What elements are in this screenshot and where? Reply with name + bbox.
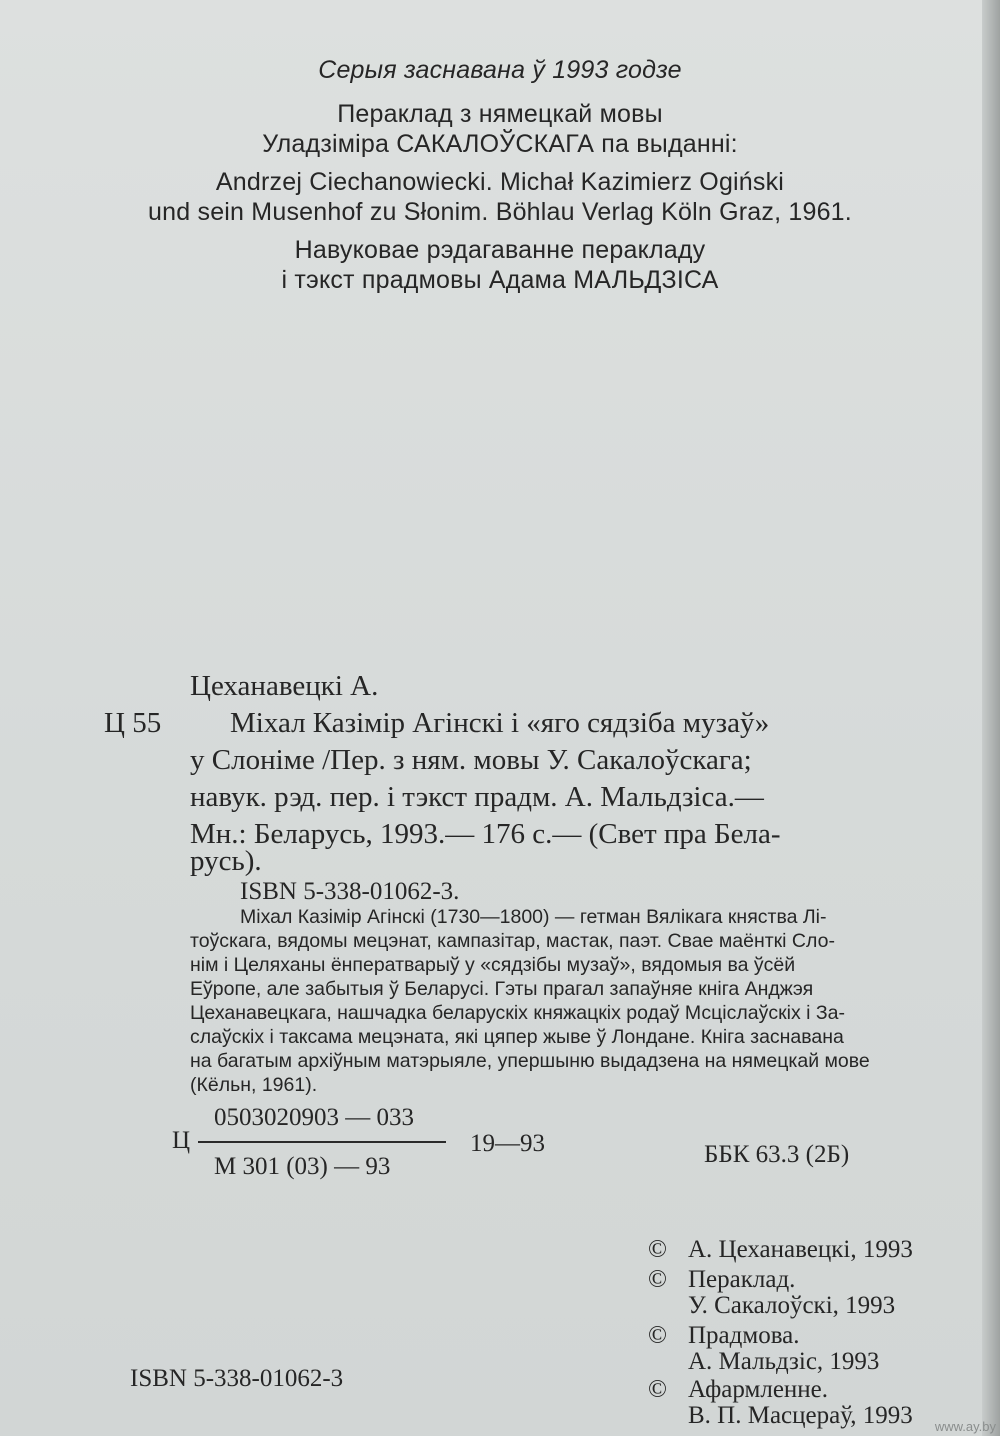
abstract-line-2: тоўскага, вядомы мецэнат, кампазітар, мастак, паэт. Свае маёнткі Сло- <box>190 930 835 952</box>
copyright-2-line-2: У. Сакалоўскі, 1993 <box>688 1292 896 1319</box>
editing-line-1: Навуковае рэдагаванне перакладу <box>294 236 706 264</box>
copyright-3-line-2: А. Мальдзіс, 1993 <box>688 1348 880 1375</box>
title-line-4: Мн.: Беларусь, 1993.— 176 с.— (Свет пра Бела- <box>190 818 781 850</box>
copyright-2-line-1: Пераклад. <box>688 1266 796 1293</box>
watermark: www.ay.by <box>934 1419 996 1434</box>
abstract-line-4: Еўропе, але забытыя ў Беларусі. Гэты прагал запаўняе кніга Анджэя <box>190 978 814 1000</box>
copyright-symbol-2: © <box>648 1266 667 1293</box>
editing-line-2: і тэкст прадмовы Адама МАЛЬДЗІСА <box>281 266 719 294</box>
abstract-line-3: нім і Целяханы ёнператварыў у «сядзібы музаў», вядомыя ва ўсёй <box>190 954 796 976</box>
bbk-code: ББК 63.3 (2Б) <box>704 1141 850 1168</box>
bottom-isbn: ISBN 5-338-01062-3 <box>130 1365 344 1392</box>
page-edge-shadow <box>982 0 1000 1436</box>
abstract-line-7: на багатым архіўным матэрыяле, упершыню выдадзена на нямецкай мове <box>190 1050 870 1072</box>
copyright-symbol-3: © <box>648 1322 667 1349</box>
title-line-3: навук. рэд. пер. і тэкст прадм. А. Мальдзіса.— <box>190 781 764 813</box>
abstract-line-1: Міхал Казімір Агінскі (1730—1800) — гетман Вялікага княства Лі- <box>240 906 827 928</box>
isbn-line: ISBN 5-338-01062-3. <box>240 878 460 905</box>
source-line-2: und sein Musenhof zu Słonim. Böhlau Verlag Köln Graz, 1961. <box>148 198 852 226</box>
title-line-5: русь). <box>190 845 262 877</box>
abstract-line-8: (Кёльн, 1961). <box>190 1074 318 1096</box>
translation-line-1: Пераклад з нямецкай мовы <box>337 100 663 128</box>
copyright-4-line-2: В. П. Масцераў, 1993 <box>688 1402 913 1429</box>
library-code: Ц 55 <box>104 707 162 739</box>
copyright-symbol-1: © <box>648 1236 667 1263</box>
series-note: Серыя заснавана ў 1993 годзе <box>318 56 682 84</box>
abstract-line-5: Цеханавецкага, нашчадка беларускіх княжацкіх родаў Мсціслаўскіх і За- <box>190 1002 846 1024</box>
source-line-1: Andrzej Ciechanowiecki. Michał Kazimierz Ogiński <box>215 168 785 196</box>
copyright-1-line-1: А. Цеханавецкі, 1993 <box>688 1236 913 1263</box>
title-line-2: у Слоніме /Пер. з ням. мовы У. Сакалоўскага; <box>190 744 752 776</box>
copyright-3-line-1: Прадмова. <box>688 1322 800 1349</box>
fraction-denominator: М 301 (03) — 93 <box>214 1153 391 1180</box>
fraction-letter: Ц <box>172 1127 191 1154</box>
copyright-symbol-4: © <box>648 1376 667 1403</box>
translation-line-2: Уладзіміра САКАЛОЎСКАГА па выданні: <box>262 130 738 158</box>
fraction-numerator: 0503020903 — 033 <box>214 1104 414 1131</box>
author-name: Цеханавецкі А. <box>190 670 379 702</box>
fraction-rule <box>198 1141 446 1143</box>
title-line-1: Міхал Казімір Агінскі і «яго сядзіба музаў» <box>230 707 770 739</box>
copyright-4-line-1: Афармленне. <box>688 1376 829 1403</box>
abstract-line-6: слаўскіх і таксама мецэната, які цяпер жыве ў Лондане. Кніга заснавана <box>190 1026 844 1048</box>
fraction-right-code: 19—93 <box>470 1130 545 1157</box>
